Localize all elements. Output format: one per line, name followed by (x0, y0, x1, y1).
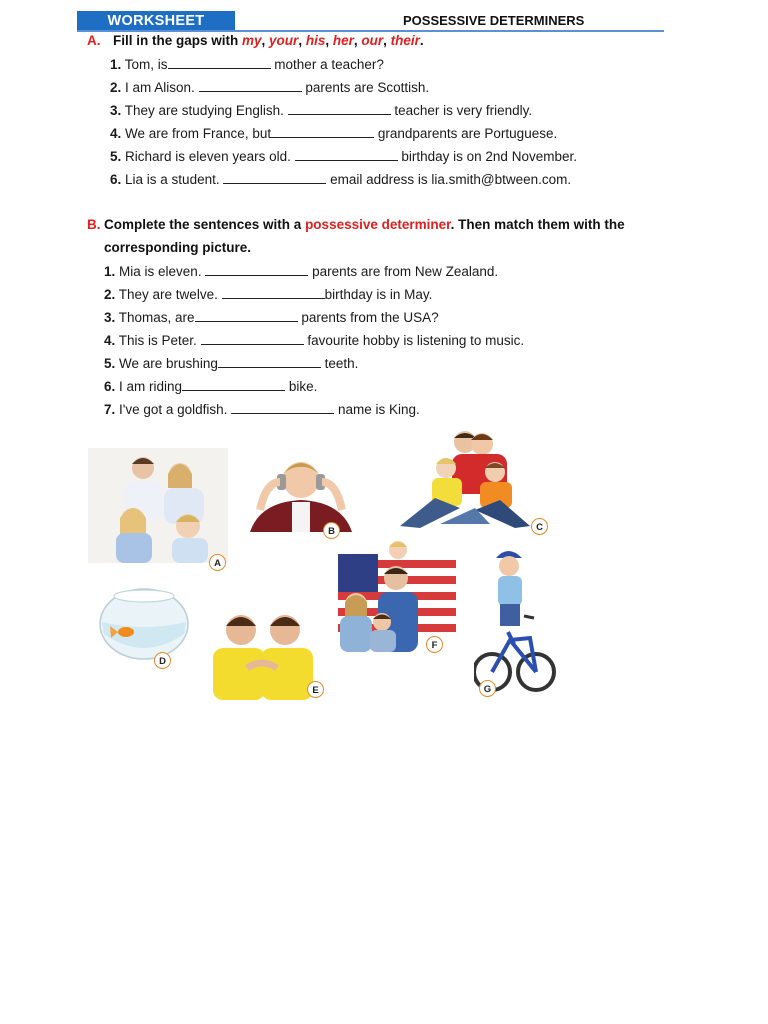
worksheet-tag: WORKSHEET (77, 11, 235, 31)
b-item-2: 2. They are twelve. birthday is in May. (104, 287, 433, 302)
picture-f-label: F (426, 636, 443, 653)
answer-blank[interactable] (222, 286, 325, 299)
a-item-5: 5. Richard is eleven years old. birthday is on 2nd November. (110, 149, 577, 164)
picture-b-boy-headphones (230, 452, 372, 532)
answer-blank[interactable] (218, 355, 321, 368)
section-a-letter: A. (87, 33, 101, 48)
answer-blank[interactable] (182, 378, 285, 391)
picture-c-label: C (531, 518, 548, 535)
picture-d-goldfish-bowl (98, 586, 190, 662)
a-item-4: 4. We are from France, but grandparents are Portuguese. (110, 126, 558, 141)
answer-blank[interactable] (231, 401, 334, 414)
picture-d-label: D (154, 652, 171, 669)
b-item-1: 1. Mia is eleven. parents are from New Zealand. (104, 264, 499, 279)
answer-blank[interactable] (295, 148, 398, 161)
answer-blank[interactable] (201, 332, 304, 345)
section-b-instruction: Complete the sentences with a possessive determiner. Then match them with the (104, 217, 625, 232)
picture-g-label: G (479, 680, 496, 697)
picture-f-family-usa-flag (328, 540, 458, 652)
a-item-6: 6. Lia is a student. email address is lia.smith@btween.com. (110, 172, 572, 187)
header-divider (77, 30, 664, 32)
answer-blank[interactable] (271, 125, 374, 138)
answer-blank[interactable] (195, 309, 298, 322)
b-item-3: 3. Thomas, are parents from the USA? (104, 310, 439, 325)
picture-a-label: A (209, 554, 226, 571)
a-item-1: 1. Tom, is mother a teacher? (110, 57, 384, 72)
picture-b-label: B (323, 522, 340, 539)
section-a-instruction: Fill in the gaps with my, your, his, her, our, their. (113, 33, 424, 48)
answer-blank[interactable] (223, 171, 326, 184)
section-b-letter: B. (87, 217, 101, 232)
picture-e-label: E (307, 681, 324, 698)
answer-blank[interactable] (205, 263, 308, 276)
section-b-instruction-line2: corresponding picture. (104, 240, 252, 255)
answer-blank[interactable] (199, 79, 302, 92)
b-item-7: 7. I've got a goldfish. name is King. (104, 402, 420, 417)
b-item-6: 6. I am riding bike. (104, 379, 318, 394)
picture-a-family-brushing-teeth (88, 448, 228, 563)
page-title: POSSESSIVE DETERMINERS (403, 13, 585, 28)
b-item-4: 4. This is Peter. favourite hobby is listening to music. (104, 333, 525, 348)
a-item-2: 2. I am Alison. parents are Scottish. (110, 80, 430, 95)
answer-blank[interactable] (288, 102, 391, 115)
picture-c-family-sitting (380, 428, 552, 530)
a-item-3: 3. They are studying English. teacher is very friendly. (110, 103, 533, 118)
b-item-5: 5. We are brushing teeth. (104, 356, 359, 371)
answer-blank[interactable] (168, 56, 271, 69)
picture-e-twin-boys (207, 608, 317, 700)
